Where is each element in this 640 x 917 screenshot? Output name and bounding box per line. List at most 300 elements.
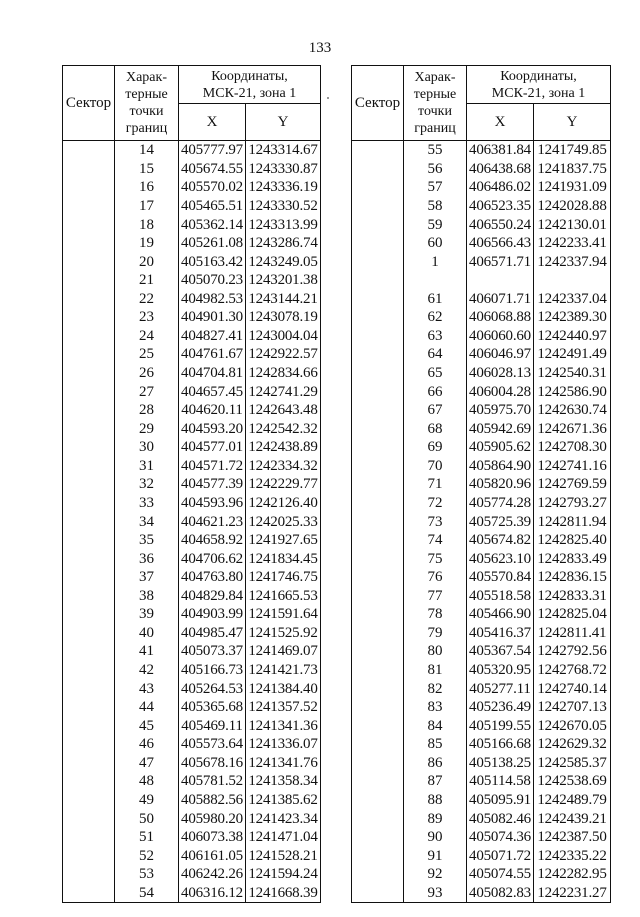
- point-number: 87: [404, 772, 467, 791]
- coord-x: 404577.39: [179, 475, 246, 494]
- coord-y: 1241357.52: [246, 698, 321, 717]
- sector-cell: [352, 865, 404, 884]
- table-row: [352, 531, 611, 550]
- table-row: [352, 475, 611, 494]
- sector-header: Сектор: [63, 66, 115, 141]
- coord-x: 406073.38: [179, 828, 246, 847]
- point-number: 71: [404, 475, 467, 494]
- points-header-line: точки: [418, 104, 452, 119]
- sector-cell: [63, 624, 115, 643]
- page-number: 133: [308, 40, 332, 56]
- coord-y: 1242768.72: [534, 661, 611, 680]
- points-header-line: Харак-: [414, 70, 456, 85]
- coord-y: 1242643.48: [246, 401, 321, 420]
- table-row: [63, 587, 321, 606]
- point-number: 17: [115, 197, 179, 216]
- point-number: 54: [115, 884, 179, 903]
- coord-x: 406028.13: [467, 364, 534, 383]
- sector-cell: [352, 438, 404, 457]
- sector-cell: [63, 698, 115, 717]
- coord-x: 405942.69: [467, 419, 534, 438]
- coord-y: 1241469.07: [246, 642, 321, 661]
- table-row: [352, 197, 611, 216]
- coord-x: 404658.92: [179, 531, 246, 550]
- point-number: 79: [404, 624, 467, 643]
- coord-y: 1242231.27: [534, 884, 611, 903]
- coord-y: 1242334.32: [246, 457, 321, 476]
- coord-y: 1242825.04: [534, 605, 611, 624]
- sector-cell: [63, 605, 115, 624]
- coord-y: 1243330.52: [246, 197, 321, 216]
- table-row: [63, 160, 321, 179]
- coord-x: 405674.55: [179, 160, 246, 179]
- table-row: [352, 716, 611, 735]
- sector-cell: [63, 327, 115, 346]
- table-body-left: [63, 141, 321, 903]
- table-row: [63, 846, 321, 865]
- table-row: [352, 141, 611, 160]
- coord-y: 1242793.27: [534, 494, 611, 513]
- point-number: 52: [115, 846, 179, 865]
- sector-cell: [352, 679, 404, 698]
- sector-cell: [352, 364, 404, 383]
- table-row: [352, 457, 611, 476]
- point-number: 74: [404, 531, 467, 550]
- coord-x: 405114.58: [467, 772, 534, 791]
- table-row: [63, 438, 321, 457]
- coord-y: 1242629.32: [534, 735, 611, 754]
- sector-cell: [63, 252, 115, 271]
- coord-y: 1241749.85: [534, 141, 611, 160]
- coord-x: 405074.36: [467, 828, 534, 847]
- coord-x: 406550.24: [467, 215, 534, 234]
- table-row: [352, 271, 611, 290]
- coords-header-line: МСК-21, зона 1: [491, 85, 586, 101]
- point-number: 15: [115, 160, 179, 179]
- y-header: Y: [534, 104, 611, 141]
- point-number: 55: [404, 141, 467, 160]
- coord-y: 1241927.65: [246, 531, 321, 550]
- coord-y: 1242834.66: [246, 364, 321, 383]
- point-number: 35: [115, 531, 179, 550]
- coord-x: 405466.90: [467, 605, 534, 624]
- coord-y: 1242389.30: [534, 308, 611, 327]
- sector-cell: [63, 178, 115, 197]
- point-number: 61: [404, 290, 467, 309]
- table-row: [352, 234, 611, 253]
- table-row: [352, 698, 611, 717]
- coord-x: 404827.41: [179, 327, 246, 346]
- sector-cell: [352, 605, 404, 624]
- table-row: [352, 846, 611, 865]
- table-row: [352, 809, 611, 828]
- table-row: [63, 178, 321, 197]
- point-number: 82: [404, 679, 467, 698]
- table-row: [63, 197, 321, 216]
- point-number: 27: [115, 382, 179, 401]
- sector-cell: [63, 568, 115, 587]
- coord-y: 1242670.05: [534, 716, 611, 735]
- coord-y: 1243004.04: [246, 327, 321, 346]
- table-row: [352, 178, 611, 197]
- table-row: [63, 234, 321, 253]
- coord-x: 405074.55: [467, 865, 534, 884]
- coord-x: 404593.20: [179, 419, 246, 438]
- coord-x: 404706.62: [179, 549, 246, 568]
- sector-cell: [352, 549, 404, 568]
- table-row: [352, 438, 611, 457]
- point-number: 28: [115, 401, 179, 420]
- point-number: 21: [115, 271, 179, 290]
- table-row: [63, 716, 321, 735]
- coord-y: 1243144.21: [246, 290, 321, 309]
- sector-cell: [352, 587, 404, 606]
- sector-cell: [63, 512, 115, 531]
- point-number: 93: [404, 884, 467, 903]
- point-number: 90: [404, 828, 467, 847]
- sector-cell: [352, 345, 404, 364]
- table-row: [63, 141, 321, 160]
- coord-x: 406316.12: [179, 884, 246, 903]
- coord-y: 1242630.74: [534, 401, 611, 420]
- sector-cell: [352, 772, 404, 791]
- sector-cell: [352, 160, 404, 179]
- coord-y: 1242740.14: [534, 679, 611, 698]
- coord-y: 1241591.64: [246, 605, 321, 624]
- coord-y: 1242922.57: [246, 345, 321, 364]
- table-header-left: [63, 66, 321, 141]
- sector-cell: [63, 290, 115, 309]
- table-row: [63, 512, 321, 531]
- point-number: 24: [115, 327, 179, 346]
- point-number: 30: [115, 438, 179, 457]
- coord-y: 1242233.41: [534, 234, 611, 253]
- sector-cell: [352, 512, 404, 531]
- coord-x: 405725.39: [467, 512, 534, 531]
- coord-x: 405416.37: [467, 624, 534, 643]
- coord-x: 405678.16: [179, 754, 246, 773]
- coord-x: 405362.14: [179, 215, 246, 234]
- sector-cell: [63, 809, 115, 828]
- coords-header: [467, 66, 611, 104]
- table-row: [63, 679, 321, 698]
- coord-x: 406381.84: [467, 141, 534, 160]
- coord-x: 404571.72: [179, 457, 246, 476]
- sector-cell: [63, 382, 115, 401]
- coord-y: 1242337.04: [534, 290, 611, 309]
- sector-cell: [63, 308, 115, 327]
- point-number: 44: [115, 698, 179, 717]
- sector-cell: [63, 234, 115, 253]
- coord-x: 405777.97: [179, 141, 246, 160]
- coord-x: 404593.96: [179, 494, 246, 513]
- coord-y: 1242229.77: [246, 475, 321, 494]
- coord-y: 1242585.37: [534, 754, 611, 773]
- coord-y: 1242811.94: [534, 512, 611, 531]
- table-row: [63, 865, 321, 884]
- coord-y: 1241341.36: [246, 716, 321, 735]
- sector-cell: [63, 345, 115, 364]
- sector-cell: [352, 624, 404, 643]
- coord-y: 1242538.69: [534, 772, 611, 791]
- coord-y: 1241471.04: [246, 828, 321, 847]
- point-number: 63: [404, 327, 467, 346]
- coord-y: 1242025.33: [246, 512, 321, 531]
- sector-cell: [63, 197, 115, 216]
- sector-cell: [63, 828, 115, 847]
- table-row: [63, 549, 321, 568]
- coord-x: 404620.11: [179, 401, 246, 420]
- point-number: 36: [115, 549, 179, 568]
- point-number: 70: [404, 457, 467, 476]
- coord-x: 405073.37: [179, 642, 246, 661]
- sector-cell: [63, 141, 115, 160]
- table-row: [352, 661, 611, 680]
- sector-cell: [352, 215, 404, 234]
- points-header-line: точки: [129, 104, 164, 119]
- point-number: 64: [404, 345, 467, 364]
- coord-x: 404985.47: [179, 624, 246, 643]
- table-row: [63, 698, 321, 717]
- coord-y: 1242825.40: [534, 531, 611, 550]
- sector-cell: [352, 642, 404, 661]
- coord-x: 405277.11: [467, 679, 534, 698]
- point-number: 48: [115, 772, 179, 791]
- table-row: [63, 457, 321, 476]
- point-number: 85: [404, 735, 467, 754]
- coord-x: 406004.28: [467, 382, 534, 401]
- sector-cell: [352, 271, 404, 290]
- sector-cell: [63, 531, 115, 550]
- coord-y: 1242439.21: [534, 809, 611, 828]
- coord-y: 1242586.90: [534, 382, 611, 401]
- sector-cell: [63, 679, 115, 698]
- sector-cell: [352, 419, 404, 438]
- coord-y: 1241358.34: [246, 772, 321, 791]
- point-number: 88: [404, 791, 467, 810]
- point-number: 39: [115, 605, 179, 624]
- table-row: [352, 419, 611, 438]
- coord-x: 406161.05: [179, 846, 246, 865]
- sector-cell: [352, 308, 404, 327]
- coord-y: 1242540.31: [534, 364, 611, 383]
- table-row: [352, 290, 611, 309]
- sector-cell: [352, 791, 404, 810]
- table-header-right: [352, 66, 611, 141]
- table-row: [63, 401, 321, 420]
- sector-cell: [63, 587, 115, 606]
- table-row: [352, 549, 611, 568]
- table-row: [63, 475, 321, 494]
- coord-x: 406068.88: [467, 308, 534, 327]
- coord-y: 1242489.79: [534, 791, 611, 810]
- sector-cell: [63, 642, 115, 661]
- table-row: [63, 624, 321, 643]
- point-number: 78: [404, 605, 467, 624]
- sector-cell: [352, 754, 404, 773]
- table-row: [352, 754, 611, 773]
- coord-x: 405570.02: [179, 178, 246, 197]
- coord-y: 1242126.40: [246, 494, 321, 513]
- coord-x: 405980.20: [179, 809, 246, 828]
- point-number: 43: [115, 679, 179, 698]
- coord-y: 1242707.13: [534, 698, 611, 717]
- coord-x: 405163.42: [179, 252, 246, 271]
- coord-y: 1242387.50: [534, 828, 611, 847]
- coord-y: 1242708.30: [534, 438, 611, 457]
- coord-y: 1242438.89: [246, 438, 321, 457]
- sector-cell: [63, 661, 115, 680]
- sector-cell: [63, 160, 115, 179]
- coord-x: 405623.10: [467, 549, 534, 568]
- points-header-line: Харак-: [125, 70, 167, 85]
- table-row: [63, 828, 321, 847]
- point-number: 18: [115, 215, 179, 234]
- table-row: [63, 308, 321, 327]
- coord-y: 1241668.39: [246, 884, 321, 903]
- coord-x: 406438.68: [467, 160, 534, 179]
- coord-y: 1243336.19: [246, 178, 321, 197]
- coord-x: 404657.45: [179, 382, 246, 401]
- y-header: Y: [246, 104, 321, 141]
- coord-x: 405166.68: [467, 735, 534, 754]
- x-header: X: [179, 104, 246, 141]
- coord-y: 1242741.29: [246, 382, 321, 401]
- coord-y: [534, 271, 611, 290]
- point-number: 89: [404, 809, 467, 828]
- coord-x: 404763.80: [179, 568, 246, 587]
- sector-cell: [63, 865, 115, 884]
- table-row: [63, 605, 321, 624]
- table-row: [352, 401, 611, 420]
- coord-y: 1241665.53: [246, 587, 321, 606]
- point-number: 31: [115, 457, 179, 476]
- coord-y: 1242440.97: [534, 327, 611, 346]
- sector-cell: [63, 549, 115, 568]
- sector-cell: [63, 419, 115, 438]
- coord-x: 405082.83: [467, 884, 534, 903]
- coords-header-line: Координаты,: [211, 68, 288, 84]
- sector-cell: [352, 735, 404, 754]
- sector-cell: [352, 290, 404, 309]
- sector-cell: [352, 141, 404, 160]
- table-row: [63, 531, 321, 550]
- coord-y: 1243249.05: [246, 252, 321, 271]
- coords-header: [179, 66, 321, 104]
- point-number: 92: [404, 865, 467, 884]
- table-row: [63, 661, 321, 680]
- coord-x: 405882.56: [179, 791, 246, 810]
- table-row: [352, 494, 611, 513]
- coord-x: 405095.91: [467, 791, 534, 810]
- table-row: [352, 735, 611, 754]
- coords-header-line: МСК-21, зона 1: [202, 85, 297, 101]
- point-number: 77: [404, 587, 467, 606]
- x-header: X: [467, 104, 534, 141]
- point-number: 80: [404, 642, 467, 661]
- points-header-line: терные: [125, 87, 168, 102]
- sector-cell: [63, 475, 115, 494]
- sector-cell: [352, 475, 404, 494]
- table-row: [352, 308, 611, 327]
- coord-y: 1243286.74: [246, 234, 321, 253]
- point-number: 69: [404, 438, 467, 457]
- sector-cell: [63, 716, 115, 735]
- sector-cell: [352, 327, 404, 346]
- point-number: 46: [115, 735, 179, 754]
- points-header: [404, 66, 467, 141]
- coord-x: 405774.28: [467, 494, 534, 513]
- coord-y: 1242671.36: [534, 419, 611, 438]
- table-body-right: [352, 141, 611, 903]
- coord-y: 1241336.07: [246, 735, 321, 754]
- coord-y: 1241525.92: [246, 624, 321, 643]
- coord-y: 1241528.21: [246, 846, 321, 865]
- coord-x: 405820.96: [467, 475, 534, 494]
- coord-y: 1241423.34: [246, 809, 321, 828]
- point-number: 83: [404, 698, 467, 717]
- sector-cell: [352, 234, 404, 253]
- coord-x: 404901.30: [179, 308, 246, 327]
- point-number: 42: [115, 661, 179, 680]
- table-row: [352, 215, 611, 234]
- point-number: 37: [115, 568, 179, 587]
- point-number: 19: [115, 234, 179, 253]
- coord-x: 404829.84: [179, 587, 246, 606]
- sector-cell: [352, 846, 404, 865]
- sector-cell: [63, 457, 115, 476]
- coord-y: 1242833.49: [534, 549, 611, 568]
- coord-y: 1242028.88: [534, 197, 611, 216]
- table-row: [63, 345, 321, 364]
- coord-x: 404621.23: [179, 512, 246, 531]
- points-header: [115, 66, 179, 141]
- coord-y: 1243201.38: [246, 271, 321, 290]
- coord-x: 406071.71: [467, 290, 534, 309]
- table-row: [352, 327, 611, 346]
- point-number: 33: [115, 494, 179, 513]
- table-row: [63, 252, 321, 271]
- point-number: 66: [404, 382, 467, 401]
- point-number: 75: [404, 549, 467, 568]
- coord-x: 405264.53: [179, 679, 246, 698]
- point-number: 62: [404, 308, 467, 327]
- coord-x: 404982.53: [179, 290, 246, 309]
- coord-x: [467, 271, 534, 290]
- coord-y: 1241931.09: [534, 178, 611, 197]
- coords-header-line: Координаты,: [500, 68, 577, 84]
- sector-cell: [63, 271, 115, 290]
- coord-x: 406523.35: [467, 197, 534, 216]
- coord-y: 1242811.41: [534, 624, 611, 643]
- coord-x: 405070.23: [179, 271, 246, 290]
- point-number: 20: [115, 252, 179, 271]
- sector-cell: [352, 494, 404, 513]
- sector-cell: [352, 716, 404, 735]
- coord-x: 405465.51: [179, 197, 246, 216]
- table-row: [352, 865, 611, 884]
- point-number: 29: [115, 419, 179, 438]
- table-row: [63, 772, 321, 791]
- sector-cell: [63, 846, 115, 865]
- table-row: [63, 327, 321, 346]
- sector-cell: [352, 382, 404, 401]
- coord-y: 1241421.73: [246, 661, 321, 680]
- sector-cell: [352, 457, 404, 476]
- point-number: 91: [404, 846, 467, 865]
- coord-y: 1241834.45: [246, 549, 321, 568]
- table-row: [352, 679, 611, 698]
